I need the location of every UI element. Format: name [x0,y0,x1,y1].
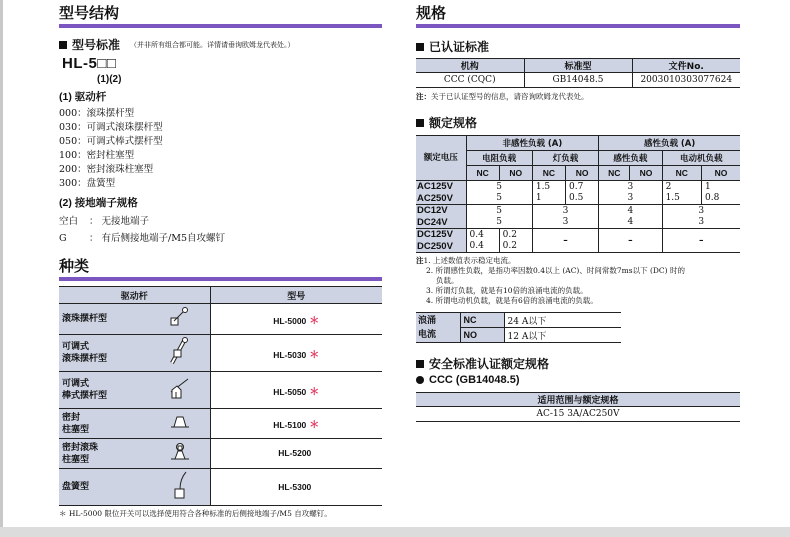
model-cell: HL-5300 [210,469,382,506]
table-row: NO 12 A以下 [416,328,621,343]
model-format-parts: (1)(2) [97,74,122,85]
model-format: HL-5□□ [62,55,117,72]
lever-cell: 密封 柱塞型 [59,409,210,439]
table-header-row [416,59,740,73]
page-left-edge [0,0,3,537]
column-header: 文件No. [632,59,740,73]
left-column [59,0,382,519]
table-header-row [59,287,382,304]
square-bullet-icon [416,43,424,51]
subsection-certified-standards: 已认证标准 [416,38,740,55]
list-item: 030：可调式滚珠摆杆型 [59,122,163,133]
sealed-roller-plunger-icon [170,442,190,466]
list-item: 300：盘簧型 [59,178,116,189]
lever-cell: 密封滚珠 柱塞型 [59,439,210,469]
table-row: CCC (CQC) GB14048.5 2003010303077624 [416,73,740,88]
safety-rating-table [416,392,740,422]
note-2: 2. 所谓感性负载，是指功率因数0.4以上 (AC)、时间常数7ms以下 (DC) 时的 [426,266,685,275]
rated-notes [416,256,740,306]
subsection-title: 型号标准 [72,38,121,52]
adjustable-roller-lever-icon [168,335,190,371]
sealed-plunger-icon [170,414,190,434]
section-title-model-structure: 型号结构 [59,4,120,22]
list-item: 100：密封柱塞型 [59,150,135,161]
table-header-row: 适用范围与额定规格 [416,393,740,407]
rated-specs-table [416,135,740,253]
table-header-row: 电阻负载 灯负载 感性负载 电动机负载 [416,151,740,166]
model-cell: HL-5200 [210,439,382,469]
model-cell: HL-5050 ＊ [210,372,382,409]
column-header-lever: 驱动杆 [59,287,210,304]
lever-cell: 滚珠摆杆型 [59,304,210,335]
column-header-model: 型号 [210,287,382,304]
table-row: 浪涌 电流 NC 24 A以下 [416,313,621,328]
section-title-types: 种类 [59,257,90,275]
table-row [59,409,382,439]
note-2-cont: 负载。 [436,276,459,285]
page-bottom-edge [0,527,790,537]
table-row: DC250V 0.4 0.2 [416,241,740,253]
circle-bullet-icon [416,376,424,384]
table-row [59,469,382,506]
subsection-rated-specs: 额定规格 [416,114,740,131]
column-header-voltage: 额定电压 [416,136,466,181]
types-table [59,286,382,506]
table-row [59,439,382,469]
model-cell: HL-5100 ＊ [210,409,382,439]
table-row: AC-15 3A/AC250V [416,407,740,422]
lever-cell: 盘簧型 [59,469,210,506]
inrush-label: 浪涌 电流 [416,313,460,343]
lever-cell: 可调式 棒式摆杆型 [59,372,210,409]
section-divider [59,277,382,281]
ground-heading: (2) 接地端子规格 [59,197,138,209]
model-cell: HL-5000 ＊ [210,304,382,335]
note-1: 注1. 上述数值表示稳定电流。 [416,256,516,265]
certified-standards-table [416,58,740,88]
table-row: AC250V 5 1 0.5 3 1.5 0.8 [416,193,740,205]
adjustable-rod-lever-icon [168,376,190,404]
square-bullet-icon [59,41,67,49]
table-row [59,372,382,409]
list-item: 050：可调式棒式摆杆型 [59,136,163,147]
table-row: DC24V 5 3 4 3 [416,217,740,229]
column-header: 机构 [416,59,524,73]
square-bullet-icon [416,119,424,127]
table-row: AC125V 5 1.5 0.7 3 2 1 [416,181,740,193]
list-item: 空白 ： 无接地端子 [59,216,150,227]
table-row: DC125V 0.4 0.2 – – – [416,229,740,241]
types-footnote: ＊ HL-5000 限位开关可以选择使用符合各种标准的后侧接地端子/M5 自攻螺钉。 [59,509,332,518]
column-header: 标准型 [524,59,632,73]
inrush-current-table [416,312,621,343]
model-standard-note: （并非所有组合都可能。详情请垂询欧姆龙代表处。） [130,40,295,49]
note-4: 4. 所谓电动机负载，就是有6倍的浪涌电流的负载。 [426,296,598,305]
subsection-model-standard [59,36,382,53]
square-bullet-icon [416,360,424,368]
table-row [59,335,382,372]
table-header-row: 额定电压 非感性负载 (A) 感性负载 (A) [416,136,740,151]
lever-cell: 可调式 滚珠摆杆型 [59,335,210,372]
right-column [416,0,740,422]
list-item: 200：密封滚珠柱塞型 [59,164,154,175]
ground-list [59,213,382,247]
list-item: 000：滚珠摆杆型 [59,108,135,119]
subsection-safety-standard: 安全标准认证额定规格 [416,355,740,372]
ccc-bullet: CCC (GB14048.5) [416,374,740,386]
list-item: G ： 有后侧接地端子/M5自攻螺钉 [59,233,226,244]
table-row: DC12V 5 3 4 3 [416,205,740,217]
section-divider [59,24,382,28]
certified-note: 注：关于已认证型号的信息，请咨询欧姆龙代表处。 [416,92,589,101]
section-divider [416,24,740,28]
lever-heading: (1) 驱动杆 [59,91,107,103]
note-3: 3. 所谓灯负载，就是有10倍的浪涌电流的负载。 [426,286,588,295]
model-cell: HL-5030 ＊ [210,335,382,372]
section-title-specifications: 规格 [416,4,447,22]
table-row [59,304,382,335]
coil-spring-icon [170,469,190,505]
lever-list [59,107,382,191]
roller-lever-icon [168,305,190,333]
table-header-row: NC NO NC NO NC NO NC NO [416,166,740,181]
